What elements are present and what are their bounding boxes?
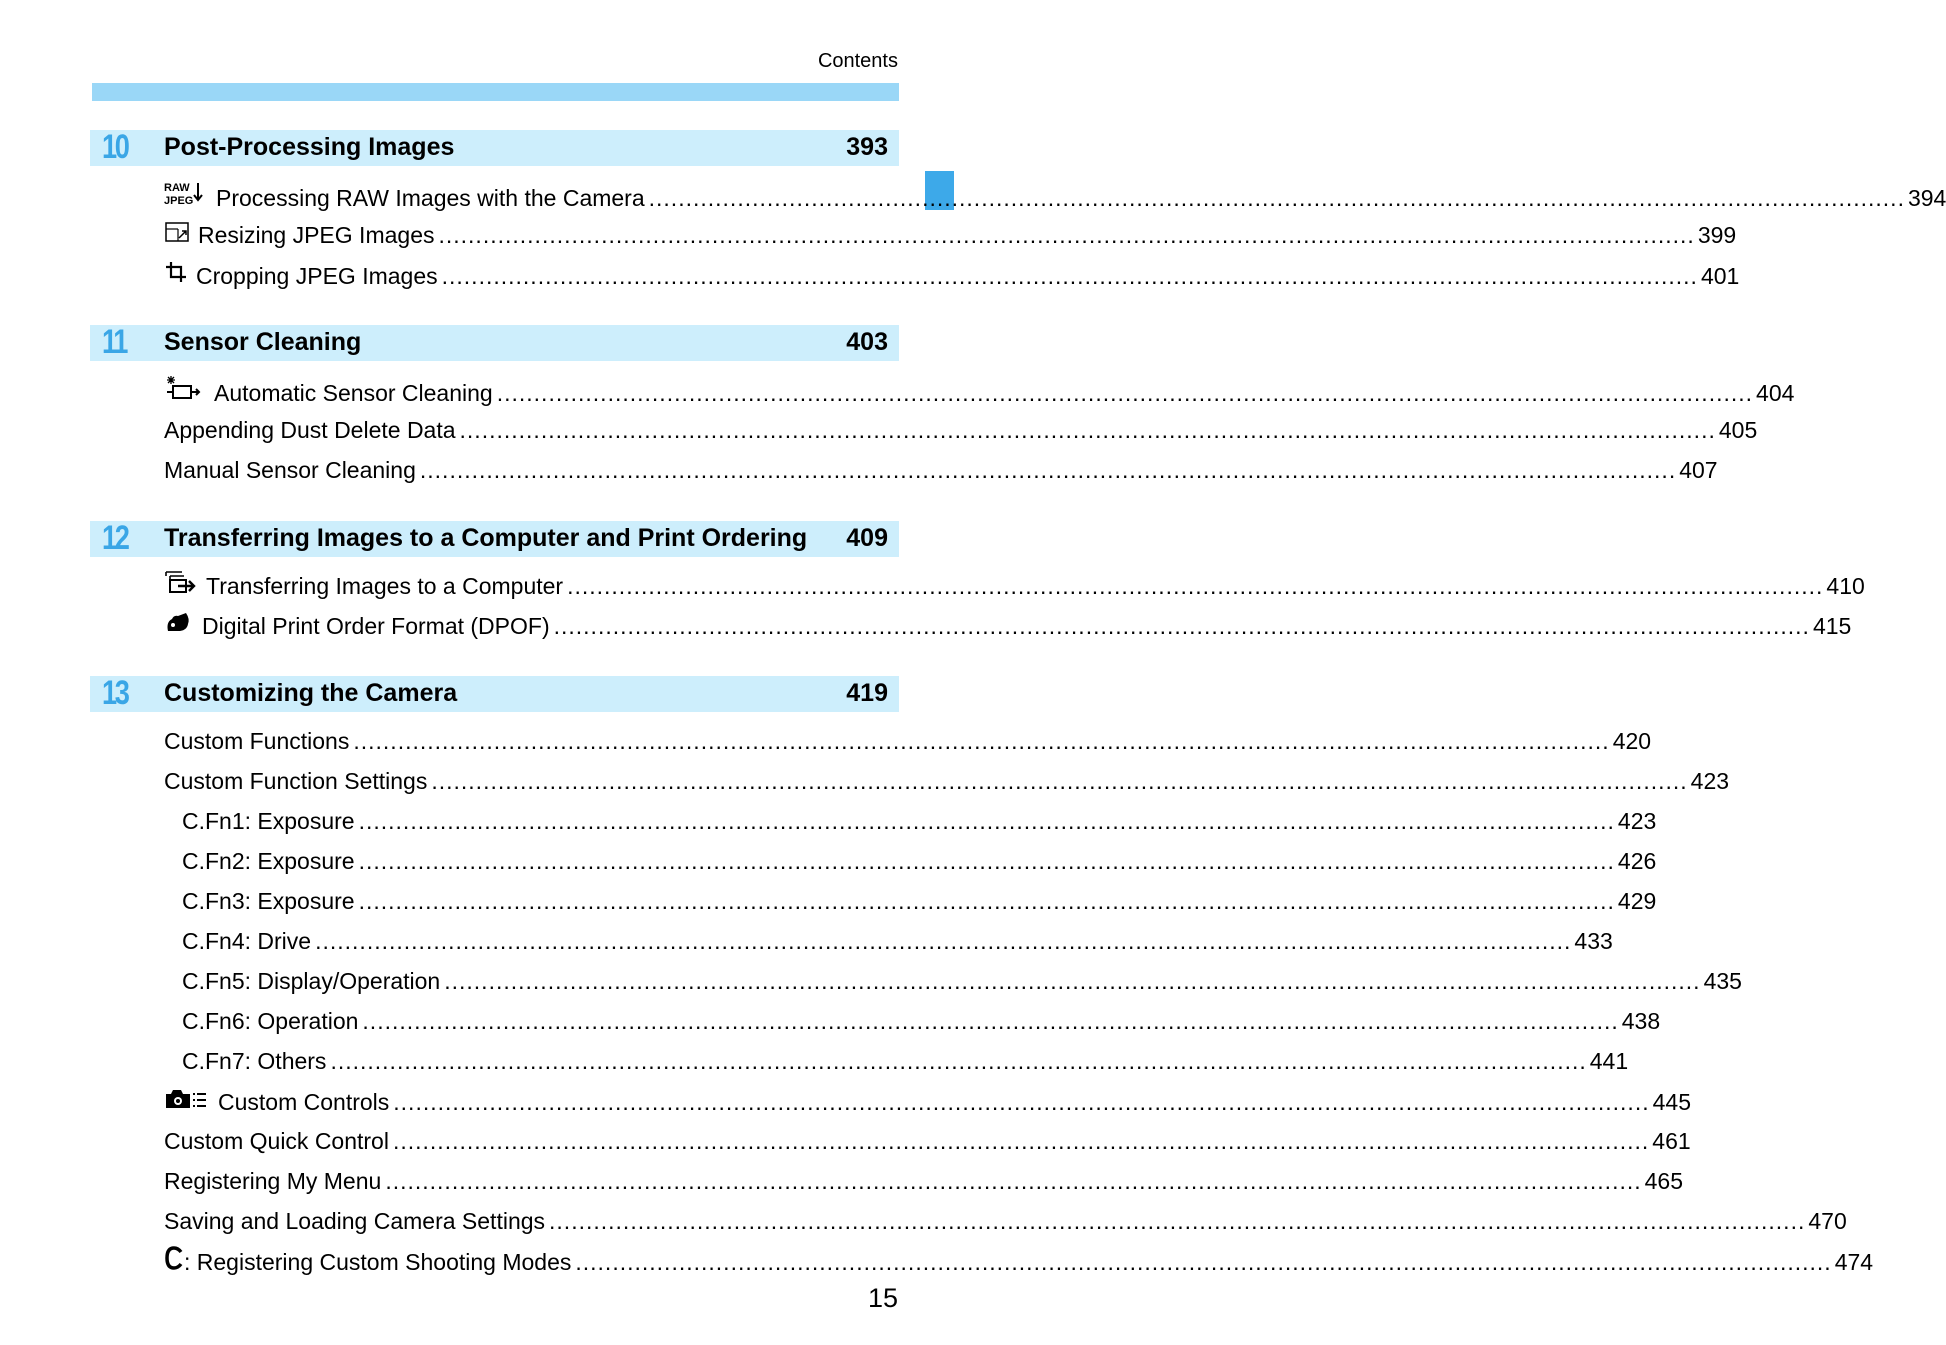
chapter-page: 419 bbox=[846, 679, 888, 707]
entry-page: 394 bbox=[1907, 185, 1946, 211]
entry-label: Cropping JPEG Images bbox=[196, 263, 438, 289]
entry-label: C.Fn2: Exposure bbox=[182, 848, 355, 874]
chapter-page: 393 bbox=[846, 133, 888, 161]
entry-page: 438 bbox=[1621, 1008, 1661, 1034]
entry-page: 407 bbox=[1679, 457, 1718, 483]
dot-leader: .......................................................................................................................................................................... bbox=[353, 728, 1610, 754]
header-rule bbox=[92, 83, 899, 101]
entry-page: 420 bbox=[1612, 728, 1652, 754]
toc-entry[interactable] bbox=[164, 570, 1865, 600]
transfer-icon bbox=[164, 570, 196, 594]
entry-page: 404 bbox=[1756, 380, 1795, 406]
dot-leader: .......................................................................................................................................................................... bbox=[575, 1249, 1832, 1275]
page-number: 15 bbox=[867, 1283, 898, 1313]
entry-label: : Registering Custom Shooting Modes bbox=[184, 1249, 572, 1275]
entry-label: Appending Dust Delete Data bbox=[164, 417, 456, 443]
chapter-11-heading[interactable] bbox=[90, 325, 899, 361]
entry-page: 405 bbox=[1718, 417, 1758, 443]
toc-subentry[interactable] bbox=[182, 846, 1657, 876]
dot-leader: .......................................................................................................................................................................... bbox=[567, 573, 1824, 599]
dot-leader: .......................................................................................................................................................................... bbox=[392, 1128, 1650, 1154]
entry-label: Digital Print Order Format (DPOF) bbox=[202, 613, 550, 639]
entry-page: 433 bbox=[1574, 928, 1613, 954]
toc-subentry[interactable] bbox=[182, 886, 1657, 916]
toc-subentry[interactable] bbox=[182, 1006, 1661, 1036]
entry-label: C.Fn3: Exposure bbox=[182, 888, 355, 914]
dot-leader: .......................................................................................................................................................................... bbox=[438, 222, 1695, 248]
dot-leader: .......................................................................................................................................................................... bbox=[393, 1089, 1650, 1115]
svg-text:JPEG: JPEG bbox=[164, 195, 194, 207]
dot-leader: .......................................................................................................................................................................... bbox=[431, 768, 1688, 794]
toc-entry[interactable] bbox=[164, 1246, 1874, 1276]
custom-mode-c-icon bbox=[164, 1246, 184, 1270]
toc-entry[interactable] bbox=[164, 1206, 1847, 1236]
dot-leader: .......................................................................................................................................................................... bbox=[419, 457, 1677, 483]
chapter-12-heading[interactable] bbox=[90, 521, 899, 557]
entry-page: 426 bbox=[1617, 848, 1657, 874]
dot-leader: .......................................................................................................................................................................... bbox=[358, 888, 1615, 914]
entry-page: 423 bbox=[1690, 768, 1730, 794]
toc-entry[interactable] bbox=[164, 375, 1795, 406]
chapter-number: 12 bbox=[102, 519, 128, 557]
dot-leader: .......................................................................................................................................................................... bbox=[362, 1008, 1619, 1034]
dot-leader: .......................................................................................................................................................................... bbox=[553, 613, 1810, 639]
entry-label: Custom Controls bbox=[218, 1089, 390, 1115]
entry-label: Processing RAW Images with the Camera bbox=[216, 185, 645, 211]
toc-entry[interactable] bbox=[164, 1126, 1691, 1156]
dot-leader: .......................................................................................................................................................................... bbox=[648, 185, 1905, 211]
entry-label: Transferring Images to a Computer bbox=[206, 573, 564, 599]
entry-page: 435 bbox=[1703, 968, 1742, 994]
dot-leader: .......................................................................................................................................................................... bbox=[496, 380, 1754, 406]
toc-entry[interactable] bbox=[164, 766, 1730, 796]
entry-page: 410 bbox=[1826, 573, 1865, 599]
entry-page: 445 bbox=[1652, 1089, 1691, 1115]
toc-entry[interactable] bbox=[164, 180, 1946, 211]
custom-controls-icon bbox=[164, 1086, 208, 1110]
toc-subentry[interactable] bbox=[182, 966, 1742, 996]
entry-page: 441 bbox=[1589, 1048, 1629, 1074]
entry-label: C.Fn1: Exposure bbox=[182, 808, 355, 834]
entry-page: 401 bbox=[1700, 263, 1740, 289]
dot-leader: .......................................................................................................................................................................... bbox=[330, 1048, 1587, 1074]
entry-label: C.Fn4: Drive bbox=[182, 928, 312, 954]
entry-label: C.Fn7: Others bbox=[182, 1048, 327, 1074]
chapter-title: Sensor Cleaning bbox=[164, 328, 362, 356]
chapter-title: Transferring Images to a Computer and Print Ordering bbox=[164, 524, 808, 552]
entry-label: C.Fn5: Display/Operation bbox=[182, 968, 441, 994]
entry-label: Registering My Menu bbox=[164, 1168, 382, 1194]
dot-leader: .......................................................................................................................................................................... bbox=[358, 808, 1615, 834]
entry-page: 470 bbox=[1808, 1208, 1847, 1234]
dot-leader: .......................................................................................................................................................................... bbox=[315, 928, 1572, 954]
toc-entry[interactable] bbox=[164, 455, 1718, 485]
toc-entry[interactable] bbox=[164, 260, 1740, 290]
chapter-number: 11 bbox=[102, 323, 126, 361]
chapter-number: 13 bbox=[102, 674, 128, 712]
chapter-page: 403 bbox=[846, 328, 888, 356]
resize-icon bbox=[164, 220, 190, 242]
entry-label: Saving and Loading Camera Settings bbox=[164, 1208, 546, 1234]
toc-entry[interactable] bbox=[164, 1086, 1691, 1116]
crop-icon bbox=[164, 260, 188, 284]
entry-page: 415 bbox=[1812, 613, 1852, 639]
entry-label: C.Fn6: Operation bbox=[182, 1008, 359, 1034]
chapter-title: Post-Processing Images bbox=[164, 133, 455, 161]
toc-entry[interactable] bbox=[164, 415, 1758, 445]
dot-leader: .......................................................................................................................................................................... bbox=[358, 848, 1615, 874]
entry-page: 399 bbox=[1697, 222, 1737, 248]
chapter-10-heading[interactable] bbox=[90, 130, 899, 166]
chapter-title: Customizing the Camera bbox=[164, 679, 458, 707]
entry-label: Resizing JPEG Images bbox=[198, 222, 435, 248]
dot-leader: .......................................................................................................................................................................... bbox=[459, 417, 1716, 443]
section-header: Contents bbox=[817, 50, 898, 72]
raw-jpeg-icon bbox=[164, 180, 204, 206]
print-icon bbox=[164, 610, 192, 634]
toc-entry[interactable] bbox=[164, 1166, 1684, 1196]
entry-label: Custom Function Settings bbox=[164, 768, 428, 794]
toc-entry[interactable] bbox=[164, 220, 1737, 250]
chapter-13-heading[interactable] bbox=[90, 676, 899, 712]
entry-page: 474 bbox=[1834, 1249, 1874, 1275]
toc-subentry[interactable] bbox=[182, 926, 1613, 956]
toc-entry[interactable] bbox=[164, 726, 1652, 756]
toc-entry[interactable] bbox=[164, 610, 1852, 640]
entry-label: Automatic Sensor Cleaning bbox=[214, 380, 493, 406]
dot-leader: .......................................................................................................................................................................... bbox=[441, 263, 1698, 289]
entry-label: Custom Quick Control bbox=[164, 1128, 389, 1154]
entry-label: Manual Sensor Cleaning bbox=[164, 457, 416, 483]
entry-page: 465 bbox=[1644, 1168, 1684, 1194]
entry-label: Custom Functions bbox=[164, 728, 350, 754]
dot-leader: .......................................................................................................................................................................... bbox=[549, 1208, 1806, 1234]
toc-subentry[interactable] bbox=[182, 1046, 1629, 1076]
entry-page: 423 bbox=[1617, 808, 1657, 834]
entry-page: 461 bbox=[1652, 1128, 1691, 1154]
svg-text:RAW: RAW bbox=[164, 182, 190, 194]
chapter-number: 10 bbox=[102, 128, 128, 166]
dot-leader: .......................................................................................................................................................................... bbox=[385, 1168, 1642, 1194]
sensor-clean-icon bbox=[164, 375, 202, 401]
chapter-page: 409 bbox=[846, 524, 888, 552]
entry-page: 429 bbox=[1617, 888, 1657, 914]
toc-subentry[interactable] bbox=[182, 806, 1657, 836]
dot-leader: .......................................................................................................................................................................... bbox=[444, 968, 1701, 994]
